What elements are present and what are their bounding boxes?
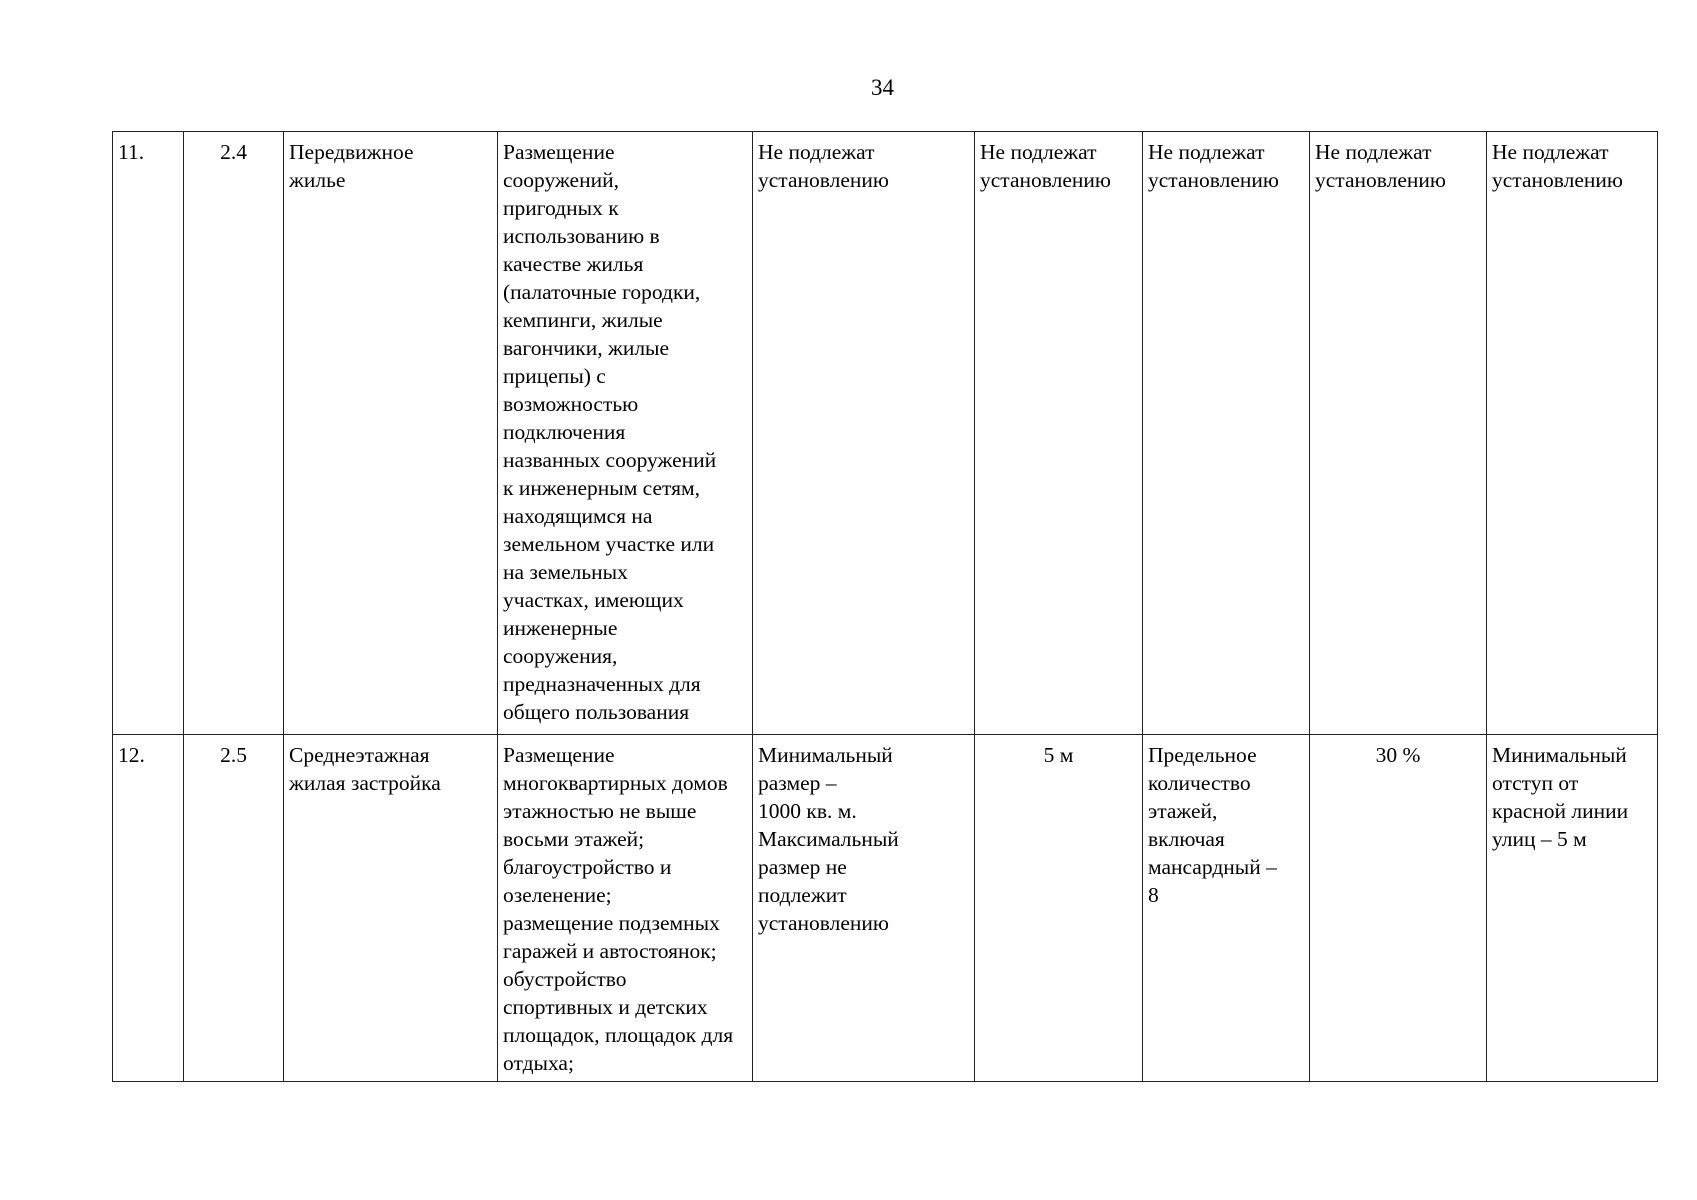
setback-limits: 5 м [975,735,1143,1082]
floor-limits: Предельное количество этажей, включая мансардный – 8 [1143,735,1310,1082]
other-limits: Не подлежат установлению [1487,132,1658,735]
page-number: 34 [871,75,894,100]
coverage-limits: 30 % [1310,735,1487,1082]
use-type-name: Передвижное жилье [284,132,498,735]
row-number: 12. [113,735,184,1082]
plot-area-limits: Не подлежат установлению [753,132,975,735]
table-row [113,735,1658,1082]
floor-limits: Не подлежат установлению [1143,132,1310,735]
classifier-code: 2.4 [184,132,284,735]
row-number: 11. [113,132,184,735]
setback-limits: Не подлежат установлению [975,132,1143,735]
coverage-limits: Не подлежат установлению [1310,132,1487,735]
use-description: Размещение многоквартирных домов этажностью не выше восьми этажей; благоустройство и озеленение; размещение подземных гаражей и автостоянок; обустройство спортивных и детских площадок, площадок для отдыха; [498,735,753,1082]
classifier-code: 2.5 [184,735,284,1082]
use-description: Размещение сооружений, пригодных к использованию в качестве жилья (палаточные городки, кемпинги, жилые вагончики, жилые прицепы) с возможностью подключения названных сооружений к инженерным сетям, находящимся на земельном участке или на земельных участках, имеющих инженерные сооружения, предназначенных для общего пользования [498,132,753,735]
other-limits: Минимальный отступ от красной линии улиц – 5 м [1487,735,1658,1082]
zoning-table [112,131,1658,1082]
plot-area-limits: Минимальный размер – 1000 кв. м. Максимальный размер не подлежит установлению [753,735,975,1082]
use-type-name: Среднеэтажная жилая застройка [284,735,498,1082]
table-row [113,132,1658,735]
